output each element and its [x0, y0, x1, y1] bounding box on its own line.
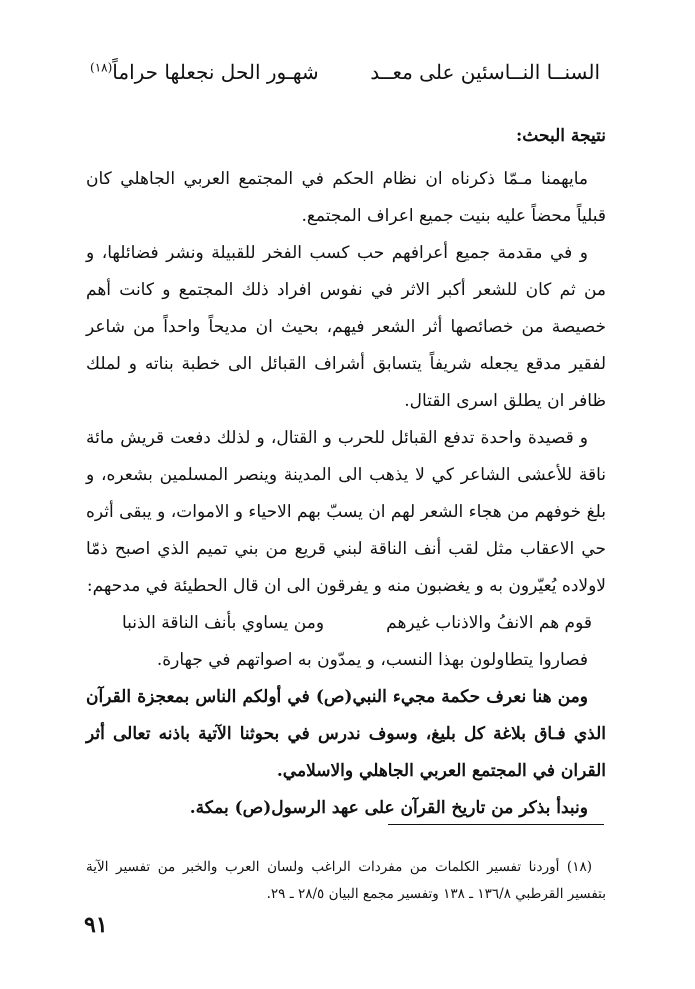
quoted-verse-second: ومن يساوي بأنف الناقة الذنبا [122, 613, 325, 633]
section-heading: نتيجة البحث: [516, 126, 606, 146]
header-verse [90, 52, 600, 92]
quoted-verse [122, 605, 592, 642]
bold-paragraph-1: ومن هنا نعرف حكمة مجيء النبي(ص) في أولكم الناس بمعجزة القرآن الذي فـاق بلاغة كل بليغ، وسوف ندرس في بحوثنا الآتية باذنه تعالى أثر القران في المجتمع العربي الجاهلي والاسلامي. [86, 687, 606, 781]
paragraph-1: مايهمنا مـمّا ذكرناه ان نظام الحكم في المجتمع العربي الجاهلي كان قبلياً محضاً عليه بنيت جميع اعراف المجتمع. [86, 169, 606, 226]
page-number: ٩١ [84, 912, 108, 938]
footnote-marker[interactable]: (١٨) [90, 60, 113, 75]
verse-hemistich-first: السنــا النــاسئين على معــد [370, 60, 600, 84]
paragraph-2: و في مقدمة جميع أعرافهم حب كسب الفخر للقبيلة ونشر فضائلها، و من ثم كان للشعر أكبر الاثر في نفوس افراد ذلك المجتمع و كانت أهم خصيصة من خصائصها أثر الشعر فيهم، بحيث ان مديحاً واحداً من شاعر لفقير مدقع يجعله شريفاً يتسابق أشراف القبائل الى خطبة بناته و لملك ظافر ان يطلق اسرى القتال. [86, 243, 606, 411]
paragraph-after-verse: فصاروا يتطاولون بهذا النسب، و يمدّون به اصواتهم في جهارة. [156, 650, 588, 670]
bold-paragraph-2: ونبدأ بذكر من تاريخ القرآن على عهد الرسول(ص) بمكة. [189, 798, 588, 818]
footnote-divider [388, 824, 604, 825]
quoted-verse-first: قوم هم الانفُ والاذناب غيرهم [386, 613, 592, 633]
verse-hemistich-second-text: شهـور الحل نجعلها حراماً [112, 60, 319, 84]
footnote-text: (١٨) أوردنا تفسير الكلمات من مفردات الراغب ولسان العرب والخبر من تفسير الآية بتفسير القرطبي ١٣٦/٨ ـ ١٣٨ وتفسير مجمع البيان ٢٨/٥ ـ ٢٩. [86, 858, 606, 902]
verse-hemistich-second [90, 52, 319, 92]
paragraph-3: و قصيدة واحدة تدفع القبائل للحرب و القتال، و لذلك دفعت قريش مائة ناقة للأعشى الشاعر كي لا يذهب الى المدينة وينصر المسلمين بشعره، و بلغ خوفهم من هجاء الشعر لهم ان يسبّ بهم الاحياء و الاموات، و يبقى أثره حي الاعقاب مثل لقب أنف الناقة لبني قريع من بني تميم الذي اصبح ذمّا لاولاده يُعيّرون به و يغضبون منه و يفرقون الى ان قال الحطيئة في مدحهم: [86, 428, 606, 596]
main-text [86, 118, 606, 827]
